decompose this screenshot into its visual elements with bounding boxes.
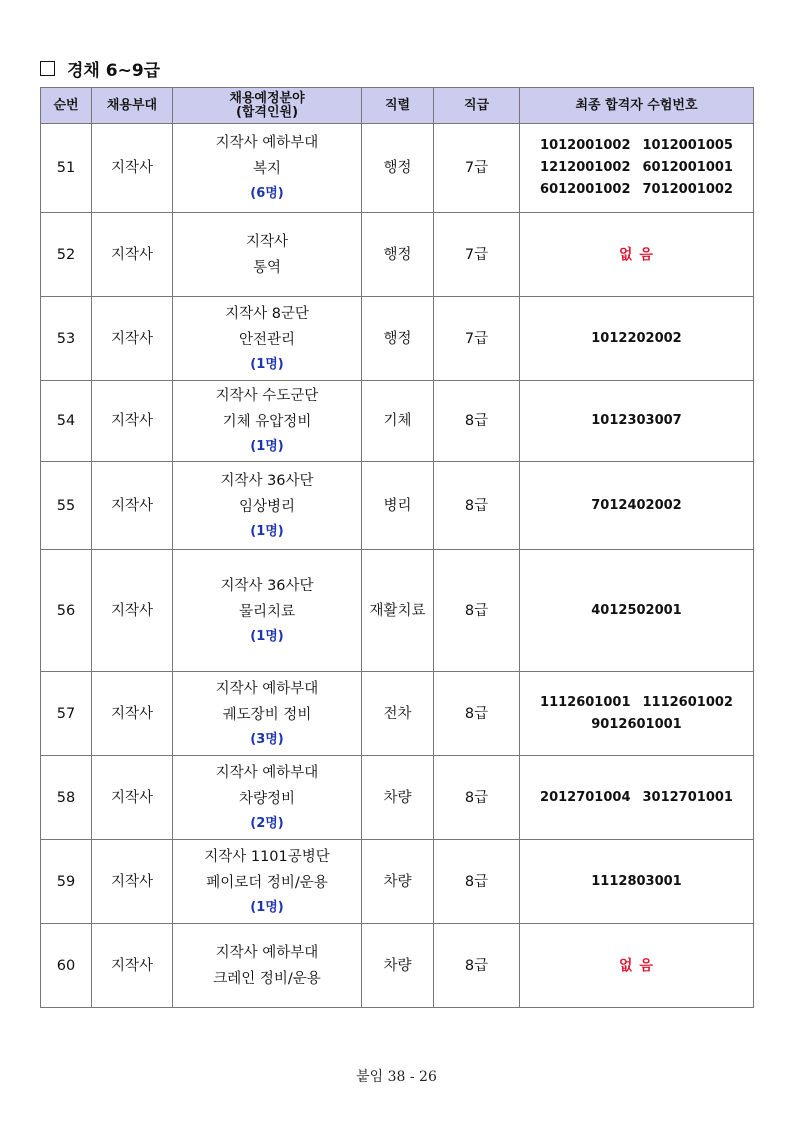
row-field-line2: 물리치료 — [238, 603, 296, 620]
exam-number-line — [520, 600, 753, 622]
row-field-line2: 통역 — [252, 259, 281, 276]
exam-number: 6012001002 — [540, 182, 631, 197]
header-ids: 최종 합격자 수험번호 — [520, 88, 754, 124]
row-no: 54 — [41, 381, 92, 462]
row-grade: 7급 — [434, 124, 520, 213]
table-row — [41, 213, 754, 297]
row-ids — [520, 462, 754, 550]
row-grade: 8급 — [434, 462, 520, 550]
row-headcount: (1명) — [250, 899, 284, 915]
exam-number-list — [520, 410, 753, 432]
table-header-row — [41, 88, 754, 124]
row-unit: 지작사 — [92, 840, 173, 924]
section-title — [40, 56, 160, 81]
exam-number: 7012402002 — [591, 497, 682, 513]
row-field — [173, 124, 362, 213]
row-no: 51 — [41, 124, 92, 213]
header-field — [173, 88, 362, 124]
header-unit: 채용부대 — [92, 88, 173, 124]
row-field-line2: 페이로더 정비/운용 — [206, 874, 328, 891]
header-no: 순번 — [41, 88, 92, 124]
row-field-line2: 크레인 정비/운용 — [213, 970, 321, 987]
exam-number-line — [520, 179, 753, 201]
row-field-line1: 지작사 예하부대 — [215, 135, 319, 151]
row-field — [173, 381, 362, 462]
table-row — [41, 924, 754, 1008]
exam-number: 1212001002 — [540, 160, 631, 175]
row-series: 차량 — [362, 756, 434, 840]
row-series: 차량 — [362, 840, 434, 924]
row-ids — [520, 124, 754, 213]
row-series: 기체 — [362, 381, 434, 462]
row-no: 52 — [41, 213, 92, 297]
exam-number-list — [520, 787, 753, 809]
row-series: 행정 — [362, 213, 434, 297]
row-no: 53 — [41, 297, 92, 381]
table-row — [41, 550, 754, 672]
exam-number: 1112601001 — [540, 694, 631, 710]
table-row — [41, 756, 754, 840]
exam-number-list — [520, 495, 753, 517]
exam-number: 1112803001 — [591, 873, 682, 889]
header-grade: 직급 — [434, 88, 520, 124]
header-field-line1: 채용예정분야 — [229, 90, 305, 106]
exam-number-line — [520, 495, 753, 517]
exam-number: 2012701004 — [540, 789, 631, 805]
row-grade: 8급 — [434, 924, 520, 1008]
row-unit: 지작사 — [92, 756, 173, 840]
row-field-line1: 지작사 8군단 — [225, 305, 309, 322]
row-unit: 지작사 — [92, 213, 173, 297]
row-ids — [520, 756, 754, 840]
row-field — [173, 924, 362, 1008]
exam-number-line — [520, 871, 753, 893]
row-ids — [520, 297, 754, 381]
table-row — [41, 297, 754, 381]
hiring-results-table — [40, 87, 754, 1008]
row-unit: 지작사 — [92, 550, 173, 672]
row-field-line1: 지작사 36사단 — [220, 472, 314, 489]
row-grade: 8급 — [434, 672, 520, 756]
exam-number: 4012502001 — [591, 602, 682, 618]
row-headcount: (2명) — [250, 815, 284, 831]
table-row — [41, 124, 754, 213]
row-unit: 지작사 — [92, 297, 173, 381]
exam-number-line — [520, 328, 753, 350]
row-field-line1: 지작사 — [245, 233, 289, 250]
table-row — [41, 381, 754, 462]
exam-number: 1012001005 — [642, 138, 733, 153]
table-row — [41, 462, 754, 550]
row-grade: 7급 — [434, 297, 520, 381]
exam-number-line — [520, 787, 753, 809]
exam-number: 7012001002 — [642, 182, 733, 197]
row-headcount: (3명) — [250, 731, 284, 747]
row-no: 56 — [41, 550, 92, 672]
none-label: 없 음 — [619, 957, 654, 974]
page-footer: 붙임 38 - 26 — [356, 1069, 437, 1085]
exam-number-line — [520, 692, 753, 714]
exam-number-list — [520, 328, 753, 350]
row-ids — [520, 924, 754, 1008]
row-field — [173, 756, 362, 840]
header-series: 직렬 — [362, 88, 434, 124]
exam-number: 1112601002 — [642, 694, 733, 710]
row-series: 재활치료 — [362, 550, 434, 672]
row-field — [173, 550, 362, 672]
table-row — [41, 672, 754, 756]
row-headcount: (1명) — [250, 523, 284, 539]
row-grade: 8급 — [434, 550, 520, 672]
row-field-line1: 지작사 예하부대 — [215, 944, 319, 961]
row-field-line2: 안전관리 — [238, 331, 296, 348]
exam-number: 6012001001 — [642, 160, 733, 175]
row-no: 59 — [41, 840, 92, 924]
row-grade: 8급 — [434, 840, 520, 924]
row-ids — [520, 550, 754, 672]
exam-number-list — [520, 600, 753, 622]
header-field-line2: (합격인원) — [235, 104, 299, 120]
row-ids — [520, 213, 754, 297]
row-ids — [520, 840, 754, 924]
row-series: 병리 — [362, 462, 434, 550]
row-field-line2: 임상병리 — [238, 498, 296, 515]
row-grade: 7급 — [434, 213, 520, 297]
checkbox-square-icon — [40, 61, 55, 76]
row-field-line2: 기체 유압정비 — [222, 414, 312, 430]
row-grade: 8급 — [434, 381, 520, 462]
row-field-line1: 지작사 예하부대 — [215, 680, 319, 697]
row-unit: 지작사 — [92, 672, 173, 756]
row-no: 57 — [41, 672, 92, 756]
row-field-line2: 차량정비 — [238, 790, 296, 807]
exam-number-line — [520, 157, 753, 179]
row-unit: 지작사 — [92, 124, 173, 213]
exam-number-line — [520, 135, 753, 157]
row-ids — [520, 381, 754, 462]
exam-number-line — [520, 714, 753, 736]
row-field — [173, 297, 362, 381]
row-headcount: (6명) — [250, 186, 284, 201]
row-series: 행정 — [362, 297, 434, 381]
exam-number-line — [520, 410, 753, 432]
exam-number: 9012601001 — [591, 716, 682, 732]
row-series: 전차 — [362, 672, 434, 756]
row-unit: 지작사 — [92, 381, 173, 462]
row-field-line1: 지작사 1101공병단 — [204, 848, 330, 865]
row-field-line1: 지작사 36사단 — [220, 577, 314, 594]
none-label: 없 음 — [619, 246, 654, 263]
row-field — [173, 672, 362, 756]
row-no: 60 — [41, 924, 92, 1008]
row-series: 행정 — [362, 124, 434, 213]
row-no: 55 — [41, 462, 92, 550]
row-field-line2: 복지 — [252, 161, 281, 177]
row-headcount: (1명) — [250, 439, 284, 454]
row-field — [173, 213, 362, 297]
row-field — [173, 462, 362, 550]
row-headcount: (1명) — [250, 356, 284, 372]
row-series: 차량 — [362, 924, 434, 1008]
exam-number: 1012303007 — [591, 413, 682, 428]
exam-number: 1012202002 — [591, 330, 682, 346]
row-unit: 지작사 — [92, 462, 173, 550]
row-field-line2: 궤도장비 정비 — [222, 706, 312, 723]
row-no: 58 — [41, 756, 92, 840]
exam-number-list — [520, 135, 753, 201]
row-field-line1: 지작사 예하부대 — [215, 764, 319, 781]
table-row — [41, 840, 754, 924]
exam-number: 1012001002 — [540, 138, 631, 153]
exam-number-list — [520, 871, 753, 893]
row-field — [173, 840, 362, 924]
exam-number: 3012701001 — [642, 789, 733, 805]
row-headcount: (1명) — [250, 628, 284, 644]
exam-number-list — [520, 692, 753, 736]
section-title-text: 경채 6~9급 — [67, 61, 161, 81]
row-ids — [520, 672, 754, 756]
row-unit: 지작사 — [92, 924, 173, 1008]
row-field-line1: 지작사 수도군단 — [215, 388, 319, 404]
row-grade: 8급 — [434, 756, 520, 840]
